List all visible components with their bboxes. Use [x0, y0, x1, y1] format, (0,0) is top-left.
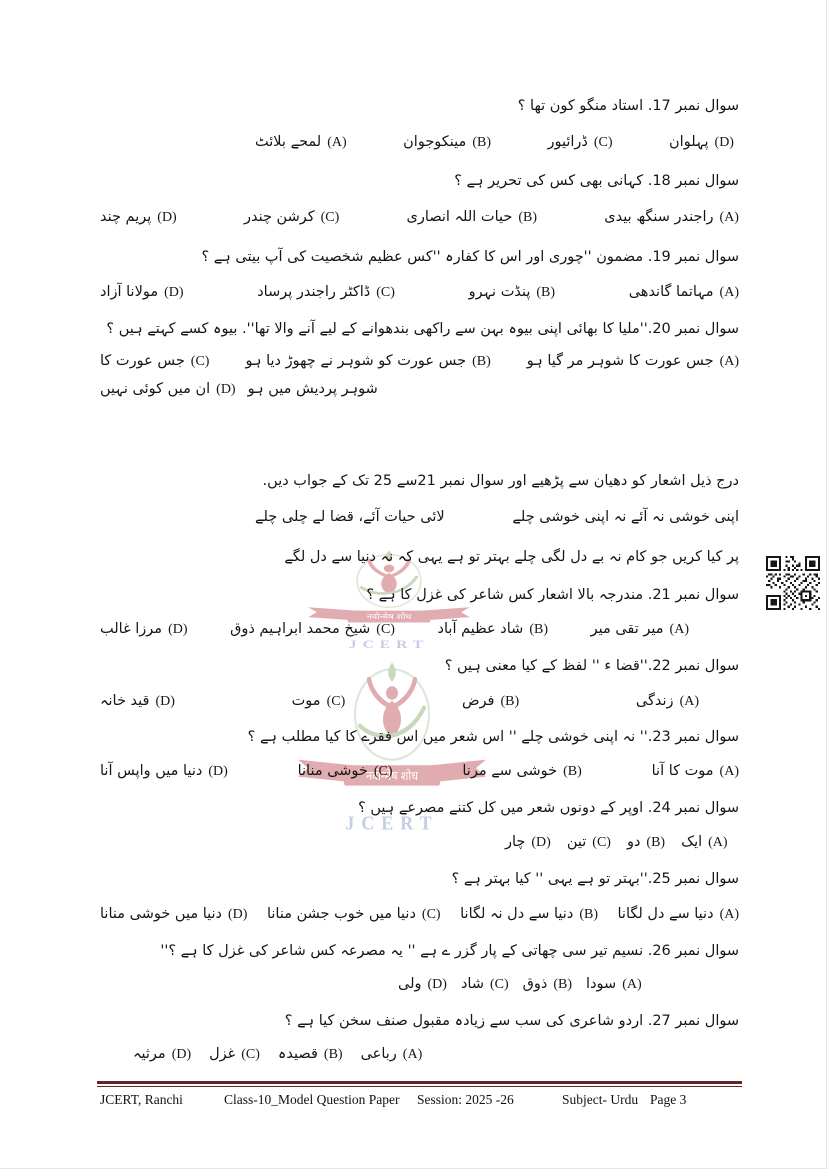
option-label: (A)	[708, 835, 728, 850]
option-text: میر تقی میر	[590, 621, 664, 637]
option-label: (B)	[646, 835, 666, 850]
qr-code-icon	[766, 556, 820, 610]
option-text: مرزا غالب	[100, 621, 163, 637]
option-text: ڈاکٹر راجندر پرساد	[257, 284, 371, 300]
option-label: (B)	[472, 135, 491, 150]
option-text: جس عورت کا	[100, 353, 185, 369]
option-text: زندگی	[635, 693, 674, 709]
jcert-watermark-logo	[292, 658, 495, 850]
option-text: شاد عظیم آباد	[437, 621, 524, 637]
option-a	[618, 906, 740, 923]
option-b	[460, 906, 598, 923]
option-d	[669, 134, 734, 151]
question-17-text: سوال نمبر 17. استاد منگو کون تھا ؟	[517, 98, 739, 114]
footer-page-number: Page 3	[650, 1092, 687, 1107]
option-label: (D)	[164, 285, 184, 300]
option-label: (B)	[529, 622, 548, 637]
option-text: راجندر سنگھ بیدی	[604, 209, 714, 225]
option-label: (D)	[427, 977, 447, 992]
question-22-options	[100, 693, 699, 710]
question-20-text: سوال نمبر 20.''ملیا کا بھائی اپنی بیوہ بہن سے راکھی بندھوانے کے لیے آنے والا تھا''. بیوہ کسے کہتے ہیں ؟	[106, 321, 739, 337]
footer-paper: Class-10_Model Question Paper	[224, 1092, 400, 1107]
option-label: (A)	[679, 694, 699, 709]
option-a	[636, 693, 699, 710]
option-d	[100, 693, 175, 710]
footer-rule	[97, 1081, 742, 1084]
option-a	[591, 621, 689, 638]
option-text: لمحے بلائٹ	[255, 134, 322, 150]
option-a	[527, 353, 739, 370]
option-b	[627, 834, 665, 851]
question-19-text: سوال نمبر 19. مضمون ''چوری اور اس کا کفارہ ''کس عظیم شخصیت کی آپ بیتی ہے ؟	[201, 249, 739, 265]
option-label: (B)	[472, 354, 491, 369]
option-text: پنڈت نہرو	[468, 284, 531, 300]
option-text: خوشی سے مرنا	[462, 763, 558, 779]
option-b	[403, 134, 491, 151]
option-label: (D)	[531, 835, 551, 850]
option-d	[100, 621, 188, 638]
option-a	[586, 976, 642, 993]
question-26-options	[398, 976, 642, 993]
option-b	[245, 353, 490, 370]
verse-misra: اپنی خوشی نہ آئے نہ اپنی خوشی چلے	[512, 509, 739, 525]
option-text: جس عورت کا شوہر مر گیا ہو	[526, 353, 714, 369]
option-label: (D)	[168, 622, 188, 637]
option-a	[604, 209, 739, 226]
question-23-options	[100, 763, 739, 780]
option-c	[257, 284, 395, 301]
question-25-options	[100, 906, 739, 923]
option-label: (A)	[719, 354, 739, 369]
option-b	[462, 763, 581, 780]
option-d	[100, 763, 228, 780]
option-text: پہلوان	[669, 134, 709, 150]
option-label: (B)	[579, 907, 598, 922]
option-label: (D)	[157, 210, 177, 225]
option-text: رباعی	[360, 1046, 397, 1062]
option-d	[100, 381, 236, 398]
option-label: (B)	[500, 694, 520, 709]
option-label: (C)	[592, 835, 611, 850]
footer-subject: Subject- Urdu	[562, 1092, 639, 1107]
option-text: چار	[505, 834, 526, 850]
question-25-text: سوال نمبر 25.''بہتر تو ہے یہی '' کیا بہتر ہے ؟	[451, 871, 739, 887]
option-text: مرثیہ	[133, 1046, 166, 1062]
option-label: (A)	[719, 210, 739, 225]
option-text: خوشی منانا	[297, 763, 368, 779]
option-c	[461, 976, 509, 993]
option-label: (A)	[719, 764, 739, 779]
question-24-text: سوال نمبر 24. اوپر کے دونوں شعر میں کل کتنے مصرعے ہیں ؟	[358, 800, 739, 816]
option-text: دنیا میں واپس آنا	[100, 763, 203, 779]
option-text: تین	[566, 834, 587, 850]
option-label: (B)	[536, 285, 556, 300]
option-label: (D)	[216, 382, 236, 397]
option-text: موت کا آنا	[651, 763, 714, 779]
option-c	[567, 834, 611, 851]
question-26-text: سوال نمبر 26. نسیم تیر سی چھاتی کے پار گزر ے ہے '' یہ مصرعہ کس شاعر کی غزل کا ہے ؟''	[160, 943, 739, 959]
option-text: غزل	[209, 1046, 236, 1062]
option-c	[100, 353, 209, 370]
footer-org: JCERT, Ranchi	[100, 1092, 183, 1107]
option-text: ذوق	[522, 976, 548, 992]
option-label: (A)	[622, 977, 642, 992]
option-text: کرشن چندر	[243, 209, 315, 225]
question-27-text: سوال نمبر 27. اردو شاعری کی سب سے زیادہ مقبول صنف سخن کیا ہے ؟	[284, 1013, 739, 1029]
question-20-options-row-2	[100, 381, 378, 398]
footer-rule-thin	[97, 1086, 742, 1087]
option-label: (C)	[320, 210, 340, 225]
option-a	[652, 763, 739, 780]
option-text: دنیا سے دل نہ لگانا	[460, 906, 574, 922]
option-label: (C)	[593, 135, 613, 150]
option-label: (B)	[518, 210, 537, 225]
option-text: حیات اللہ انصاری	[406, 209, 513, 225]
option-b	[523, 976, 572, 993]
verse-line-2: پر کیا کریں جو کام نہ بے دل لگی چلے بہتر تو ہے یہی کہ نہ دنیا سے دل لگے	[284, 549, 739, 565]
question-21-options	[100, 621, 689, 638]
option-d	[505, 834, 551, 851]
option-b	[278, 1046, 343, 1063]
option-label: (A)	[719, 907, 739, 922]
option-text: مہاتما گاندھی	[628, 284, 714, 300]
option-c	[547, 134, 612, 151]
option-label: (C)	[489, 977, 509, 992]
option-b	[407, 209, 537, 226]
option-d	[100, 906, 247, 923]
question-20-options-row-1	[100, 353, 739, 370]
option-c	[292, 693, 346, 710]
option-text: فرض	[462, 693, 495, 709]
option-text: ایک	[681, 834, 703, 850]
option-c	[209, 1046, 260, 1063]
option-label: (B)	[553, 977, 573, 992]
option-label: (D)	[228, 907, 248, 922]
passage-instruction: درج ذیل اشعار کو دھیان سے پڑھیے اور سوال نمبر 21سے 25 تک کے جواب دیں.	[262, 473, 739, 489]
option-d	[100, 284, 184, 301]
option-label: (C)	[373, 764, 393, 779]
option-text: ولی	[398, 976, 422, 992]
option-text: مولانا آزاد	[100, 284, 159, 300]
option-b	[469, 284, 556, 301]
option-c	[267, 906, 441, 923]
option-text: ان میں کوئی نہیں	[100, 381, 211, 397]
question-22-text: سوال نمبر 22.''قضا ء '' لفظ کے کیا معنی ہیں ؟	[444, 658, 739, 674]
option-label: (D)	[171, 1047, 192, 1062]
question-21-text: سوال نمبر 21. مندرجہ بالا اشعار کس شاعر کی غزل کا ہے ؟	[366, 587, 739, 603]
option-text: جس عورت کو شوہر نے چھوڑ دیا ہو	[245, 353, 467, 369]
option-text: دو	[626, 834, 641, 850]
option-c	[298, 763, 393, 780]
option-c-continuation: شوہر پردیش میں ہو	[247, 381, 378, 397]
question-18-text: سوال نمبر 18. کہانی بھی کس کی تحریر ہے ؟	[454, 173, 739, 189]
option-label: (A)	[669, 622, 689, 637]
option-d	[398, 976, 447, 993]
option-b	[462, 693, 519, 710]
question-23-text: سوال نمبر 23.'' نہ اپنی خوشی چلے '' اس شعر میں اس فقرے کا کیا مطلب ہے ؟	[247, 729, 739, 745]
option-label: (C)	[376, 285, 395, 300]
option-label: (C)	[376, 622, 395, 637]
option-text: قید خانہ	[100, 693, 150, 709]
option-label: (C)	[241, 1047, 260, 1062]
option-label: (C)	[421, 907, 441, 922]
option-a	[361, 1046, 423, 1063]
option-text: موت	[291, 693, 321, 709]
option-text: دنیا میں خوشی منانا	[100, 906, 222, 922]
option-label: (A)	[719, 285, 739, 300]
option-text: دنیا سے دل لگانا	[617, 906, 714, 922]
option-c	[230, 621, 395, 638]
option-text: مینکوجوان	[403, 134, 467, 150]
option-label: (A)	[327, 135, 347, 150]
option-label: (D)	[714, 135, 734, 150]
option-text: شیخ محمد ابراہیم ذوق	[230, 621, 371, 637]
question-18-options	[100, 209, 739, 226]
option-label: (B)	[563, 764, 582, 779]
option-label: (C)	[190, 354, 210, 369]
question-19-options	[100, 284, 739, 301]
question-24-options	[505, 834, 728, 851]
footer-session: Session: 2025 -26	[417, 1092, 514, 1107]
option-a	[681, 834, 727, 851]
option-b	[438, 621, 548, 638]
option-text: دنیا میں خوب جشن منانا	[266, 906, 416, 922]
option-text: شاد	[460, 976, 484, 992]
option-label: (D)	[208, 764, 228, 779]
option-text: قصیدہ	[277, 1046, 318, 1062]
option-label: (A)	[402, 1047, 423, 1062]
option-text: سودا	[586, 976, 617, 992]
option-label: (B)	[323, 1047, 343, 1062]
option-label: (C)	[326, 694, 346, 709]
option-label: (D)	[155, 694, 175, 709]
option-a	[629, 284, 739, 301]
option-text: ڈرائیور	[547, 134, 588, 150]
question-27-options	[133, 1046, 422, 1063]
option-d	[133, 1046, 191, 1063]
verse-misra: لائی حیات آئے، قضا لے چلی چلے	[255, 509, 445, 525]
option-c	[244, 209, 339, 226]
option-d	[100, 209, 177, 226]
option-text: پریم چند	[100, 209, 152, 225]
option-a	[255, 134, 347, 151]
question-17-options	[255, 134, 734, 151]
verse-line-1	[255, 509, 739, 525]
